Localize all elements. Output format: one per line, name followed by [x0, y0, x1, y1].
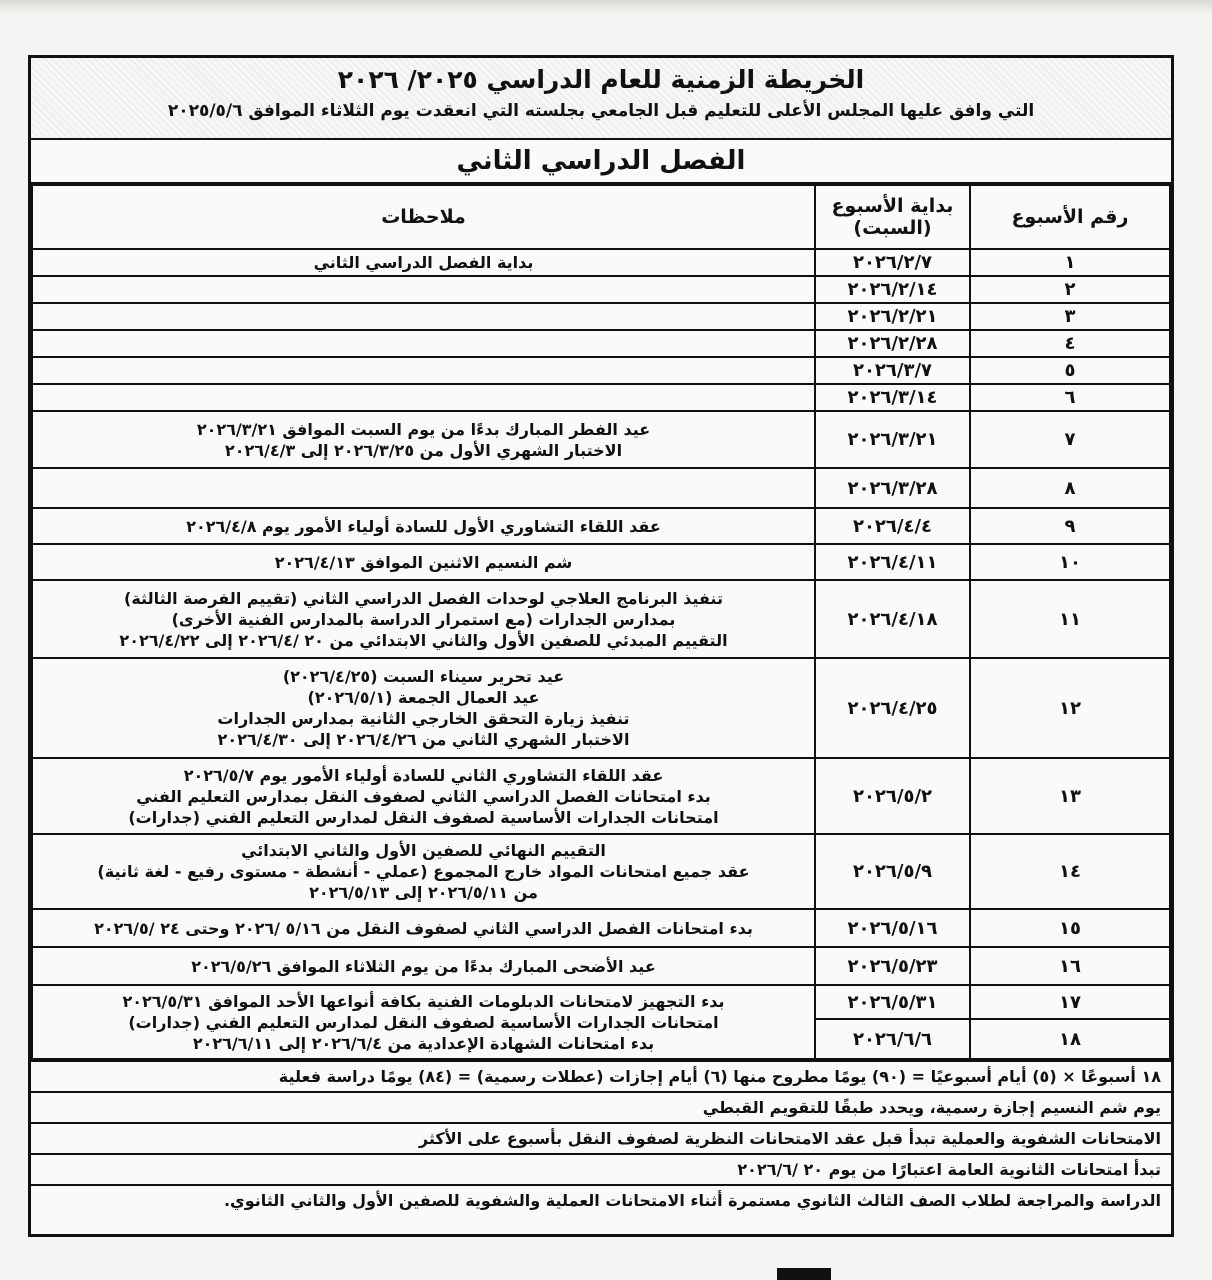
column-header-week-start: بداية الأسبوع (السبت) — [815, 185, 970, 249]
week-number-cell: ٧ — [970, 411, 1170, 468]
week-number-cell: ٣ — [970, 303, 1170, 330]
footer-note: ١٨ أسبوعًا × (٥) أيام أسبوعيًا = (٩٠) يومًا مطروح منها (٦) أيام إجازات (عطلات رسمية) = (٨٤) يومًا دراسة فعلية — [31, 1060, 1171, 1091]
table-row — [32, 947, 1170, 985]
notes-cell-shared — [32, 985, 815, 1059]
note-line: بدء امتحانات الفصل الدراسي الثاني لصفوف النقل من ٥/١٦ /٢٠٢٦ وحتى ٢٤ /٢٠٢٦/٥ — [94, 918, 753, 938]
week-number-cell: ١٧ — [970, 985, 1170, 1019]
footer-note: تبدأ امتحانات الثانوية العامة اعتبارًا من يوم ٢٠ /٢٠٢٦/٦ — [31, 1153, 1171, 1184]
column-header-notes: ملاحظات — [32, 185, 815, 249]
notes-cell — [32, 947, 815, 985]
column-header-week-number: رقم الأسبوع — [970, 185, 1170, 249]
table-row — [32, 508, 1170, 544]
table-row — [32, 249, 1170, 276]
note-line: بدء امتحانات الفصل الدراسي الثاني لصفوف النقل بمدارس التعليم الفني — [136, 786, 711, 806]
note-line: عيد الفطر المبارك بدءًا من يوم السبت الموافق ٢٠٢٦/٣/٢١ — [196, 419, 651, 439]
note-line: عيد العمال الجمعة (٢٠٢٦/٥/١) — [307, 688, 540, 707]
table-header-row — [32, 185, 1170, 249]
table-row — [32, 276, 1170, 303]
week-number-cell: ٦ — [970, 384, 1170, 411]
week-start-cell: ٢٠٢٦/٣/٧ — [815, 357, 970, 384]
document-sheet — [28, 55, 1174, 1237]
note-line: تنفيذ زيارة التحقق الخارجي الثانية بمدارس الجدارات — [217, 709, 630, 728]
table-row — [32, 909, 1170, 947]
note-line: عيد تحرير سيناء السبت (٢٠٢٦/٤/٢٥) — [282, 667, 565, 686]
notes-cell — [32, 658, 815, 758]
table-row — [32, 384, 1170, 411]
document-subtitle: التي وافق عليها المجلس الأعلى للتعليم قبل الجامعي بجلسته التي انعقدت يوم الثلاثاء الموافق ٢٠٢٥/٥/٦ — [167, 101, 1035, 121]
week-number-cell: ١٤ — [970, 834, 1170, 909]
table-row — [32, 544, 1170, 580]
note-line: الاختبار الشهري الأول من ٢٠٢٦/٣/٢٥ إلى ٢٠٢٦/٤/٣ — [224, 440, 623, 460]
week-start-cell: ٢٠٢٦/٤/٤ — [815, 508, 970, 544]
week-start-cell: ٢٠٢٦/٣/٢١ — [815, 411, 970, 468]
table-row — [32, 303, 1170, 330]
table-row — [32, 357, 1170, 384]
week-number-cell: ١٢ — [970, 658, 1170, 758]
week-start-cell: ٢٠٢٦/٥/١٦ — [815, 909, 970, 947]
week-start-cell: ٢٠٢٦/٥/٢٣ — [815, 947, 970, 985]
week-start-cell: ٢٠٢٦/٢/١٤ — [815, 276, 970, 303]
notes-cell — [32, 834, 815, 909]
table-row — [32, 658, 1170, 758]
table-body — [32, 249, 1170, 1059]
note-line: شم النسيم الاثنين الموافق ٢٠٢٦/٤/١٣ — [274, 552, 573, 572]
week-start-cell: ٢٠٢٦/٤/١١ — [815, 544, 970, 580]
table-row — [32, 758, 1170, 834]
week-number-cell: ١٨ — [970, 1019, 1170, 1059]
week-number-cell: ١ — [970, 249, 1170, 276]
footer-note: الامتحانات الشفوية والعملية تبدأ قبل عقد الامتحانات النظرية لصفوف النقل بأسبوع على الأكثر — [31, 1122, 1171, 1153]
notes-cell — [32, 508, 815, 544]
document-header — [31, 58, 1171, 140]
note-line: بدء امتحانات الشهادة الإعدادية من ٢٠٢٦/٦/٤ إلى ٢٠٢٦/٦/١١ — [192, 1033, 655, 1053]
table-row — [32, 468, 1170, 508]
week-start-cell: ٢٠٢٦/٤/٢٥ — [815, 658, 970, 758]
week-number-cell: ١٥ — [970, 909, 1170, 947]
table-row — [32, 580, 1170, 658]
note-line: بمدارس الجدارات (مع استمرار الدراسة بالمدارس الفنية الأخرى) — [171, 609, 676, 629]
notes-cell — [32, 909, 815, 947]
term-title: الفصل الدراسي الثاني — [31, 140, 1171, 184]
week-start-cell: ٢٠٢٦/٢/٧ — [815, 249, 970, 276]
week-start-cell: ٢٠٢٦/٦/٦ — [815, 1019, 970, 1059]
notes-cell — [32, 357, 815, 384]
footer-note: الدراسة والمراجعة لطلاب الصف الثالث الثانوي مستمرة أثناء الامتحانات العملية والشفوية للصفين الأول والثاني الثانوي. — [31, 1184, 1171, 1215]
week-start-cell: ٢٠٢٦/٥/٩ — [815, 834, 970, 909]
notes-cell — [32, 468, 815, 508]
scan-black-mark — [777, 1268, 831, 1280]
table-row — [32, 834, 1170, 909]
notes-cell — [32, 249, 815, 276]
week-number-cell: ١١ — [970, 580, 1170, 658]
note-line: بداية الفصل الدراسي الثاني — [313, 253, 534, 272]
week-number-cell: ٩ — [970, 508, 1170, 544]
week-number-cell: ١٠ — [970, 544, 1170, 580]
week-start-cell: ٢٠٢٦/٢/٢٨ — [815, 330, 970, 357]
week-start-cell: ٢٠٢٦/٣/١٤ — [815, 384, 970, 411]
note-line: التقييم النهائي للصفين الأول والثاني الابتدائي — [241, 841, 606, 860]
week-number-cell: ٢ — [970, 276, 1170, 303]
footer-note: يوم شم النسيم إجازة رسمية، ويحدد طبقًا للتقويم القبطي — [31, 1091, 1171, 1122]
week-number-cell: ١٣ — [970, 758, 1170, 834]
notes-cell — [32, 411, 815, 468]
note-line: التقييم المبدئي للصفين الأول والثاني الابتدائي من ٢٠ /٢٠٢٦/٤ إلى ٢٠٢٦/٤/٢٢ — [119, 630, 728, 650]
notes-cell — [32, 758, 815, 834]
note-line: امتحانات الجدارات الأساسية لصفوف النقل لمدارس التعليم الفني (جدارات) — [128, 807, 719, 827]
week-start-cell: ٢٠٢٦/٥/٢ — [815, 758, 970, 834]
note-line: عقد اللقاء التشاوري الأول للسادة أولياء الأمور يوم ٢٠٢٦/٤/٨ — [186, 516, 661, 536]
table-row — [32, 985, 1170, 1019]
week-start-cell: ٢٠٢٦/٢/٢١ — [815, 303, 970, 330]
note-line: الاختبار الشهري الثاني من ٢٠٢٦/٤/٢٦ إلى ٢٠٢٦/٤/٣٠ — [217, 730, 630, 749]
week-start-cell: ٢٠٢٦/٣/٢٨ — [815, 468, 970, 508]
note-line: تنفيذ البرنامج العلاجي لوحدات الفصل الدراسي الثاني (تقييم الفرصة الثالثة) — [124, 588, 723, 608]
week-number-cell: ٤ — [970, 330, 1170, 357]
note-line: من ٢٠٢٦/٥/١١ إلى ٢٠٢٦/٥/١٣ — [309, 883, 538, 902]
notes-cell — [32, 384, 815, 411]
scan-top-edge — [0, 0, 1212, 14]
week-number-cell: ١٦ — [970, 947, 1170, 985]
notes-cell — [32, 330, 815, 357]
footer-notes — [31, 1060, 1171, 1215]
schedule-table — [31, 184, 1171, 1060]
note-line: عقد اللقاء التشاوري الثاني للسادة أولياء الأمور يوم ٢٠٢٦/٥/٧ — [183, 765, 664, 785]
notes-cell — [32, 303, 815, 330]
week-number-cell: ٨ — [970, 468, 1170, 508]
notes-cell — [32, 544, 815, 580]
notes-cell — [32, 276, 815, 303]
week-start-cell: ٢٠٢٦/٥/٣١ — [815, 985, 970, 1019]
notes-cell — [32, 580, 815, 658]
document-title: الخريطة الزمنية للعام الدراسي ٢٠٢٥/ ٢٠٢٦ — [337, 65, 865, 94]
note-line: عقد جميع امتحانات المواد خارج المجموع (عملي - أنشطة - مستوى رفيع - لغة ثانية) — [97, 862, 750, 881]
note-line: عيد الأضحى المبارك بدءًا من يوم الثلاثاء الموافق ٢٠٢٦/٥/٢٦ — [191, 956, 656, 976]
note-line: بدء التجهيز لامتحانات الدبلومات الفنية بكافة أنواعها الأحد الموافق ٢٠٢٦/٥/٣١ — [122, 991, 725, 1011]
week-start-cell: ٢٠٢٦/٤/١٨ — [815, 580, 970, 658]
week-number-cell: ٥ — [970, 357, 1170, 384]
table-row — [32, 330, 1170, 357]
table-row — [32, 411, 1170, 468]
note-line: امتحانات الجدارات الأساسية لصفوف النقل لمدارس التعليم الفني (جدارات) — [128, 1012, 719, 1032]
